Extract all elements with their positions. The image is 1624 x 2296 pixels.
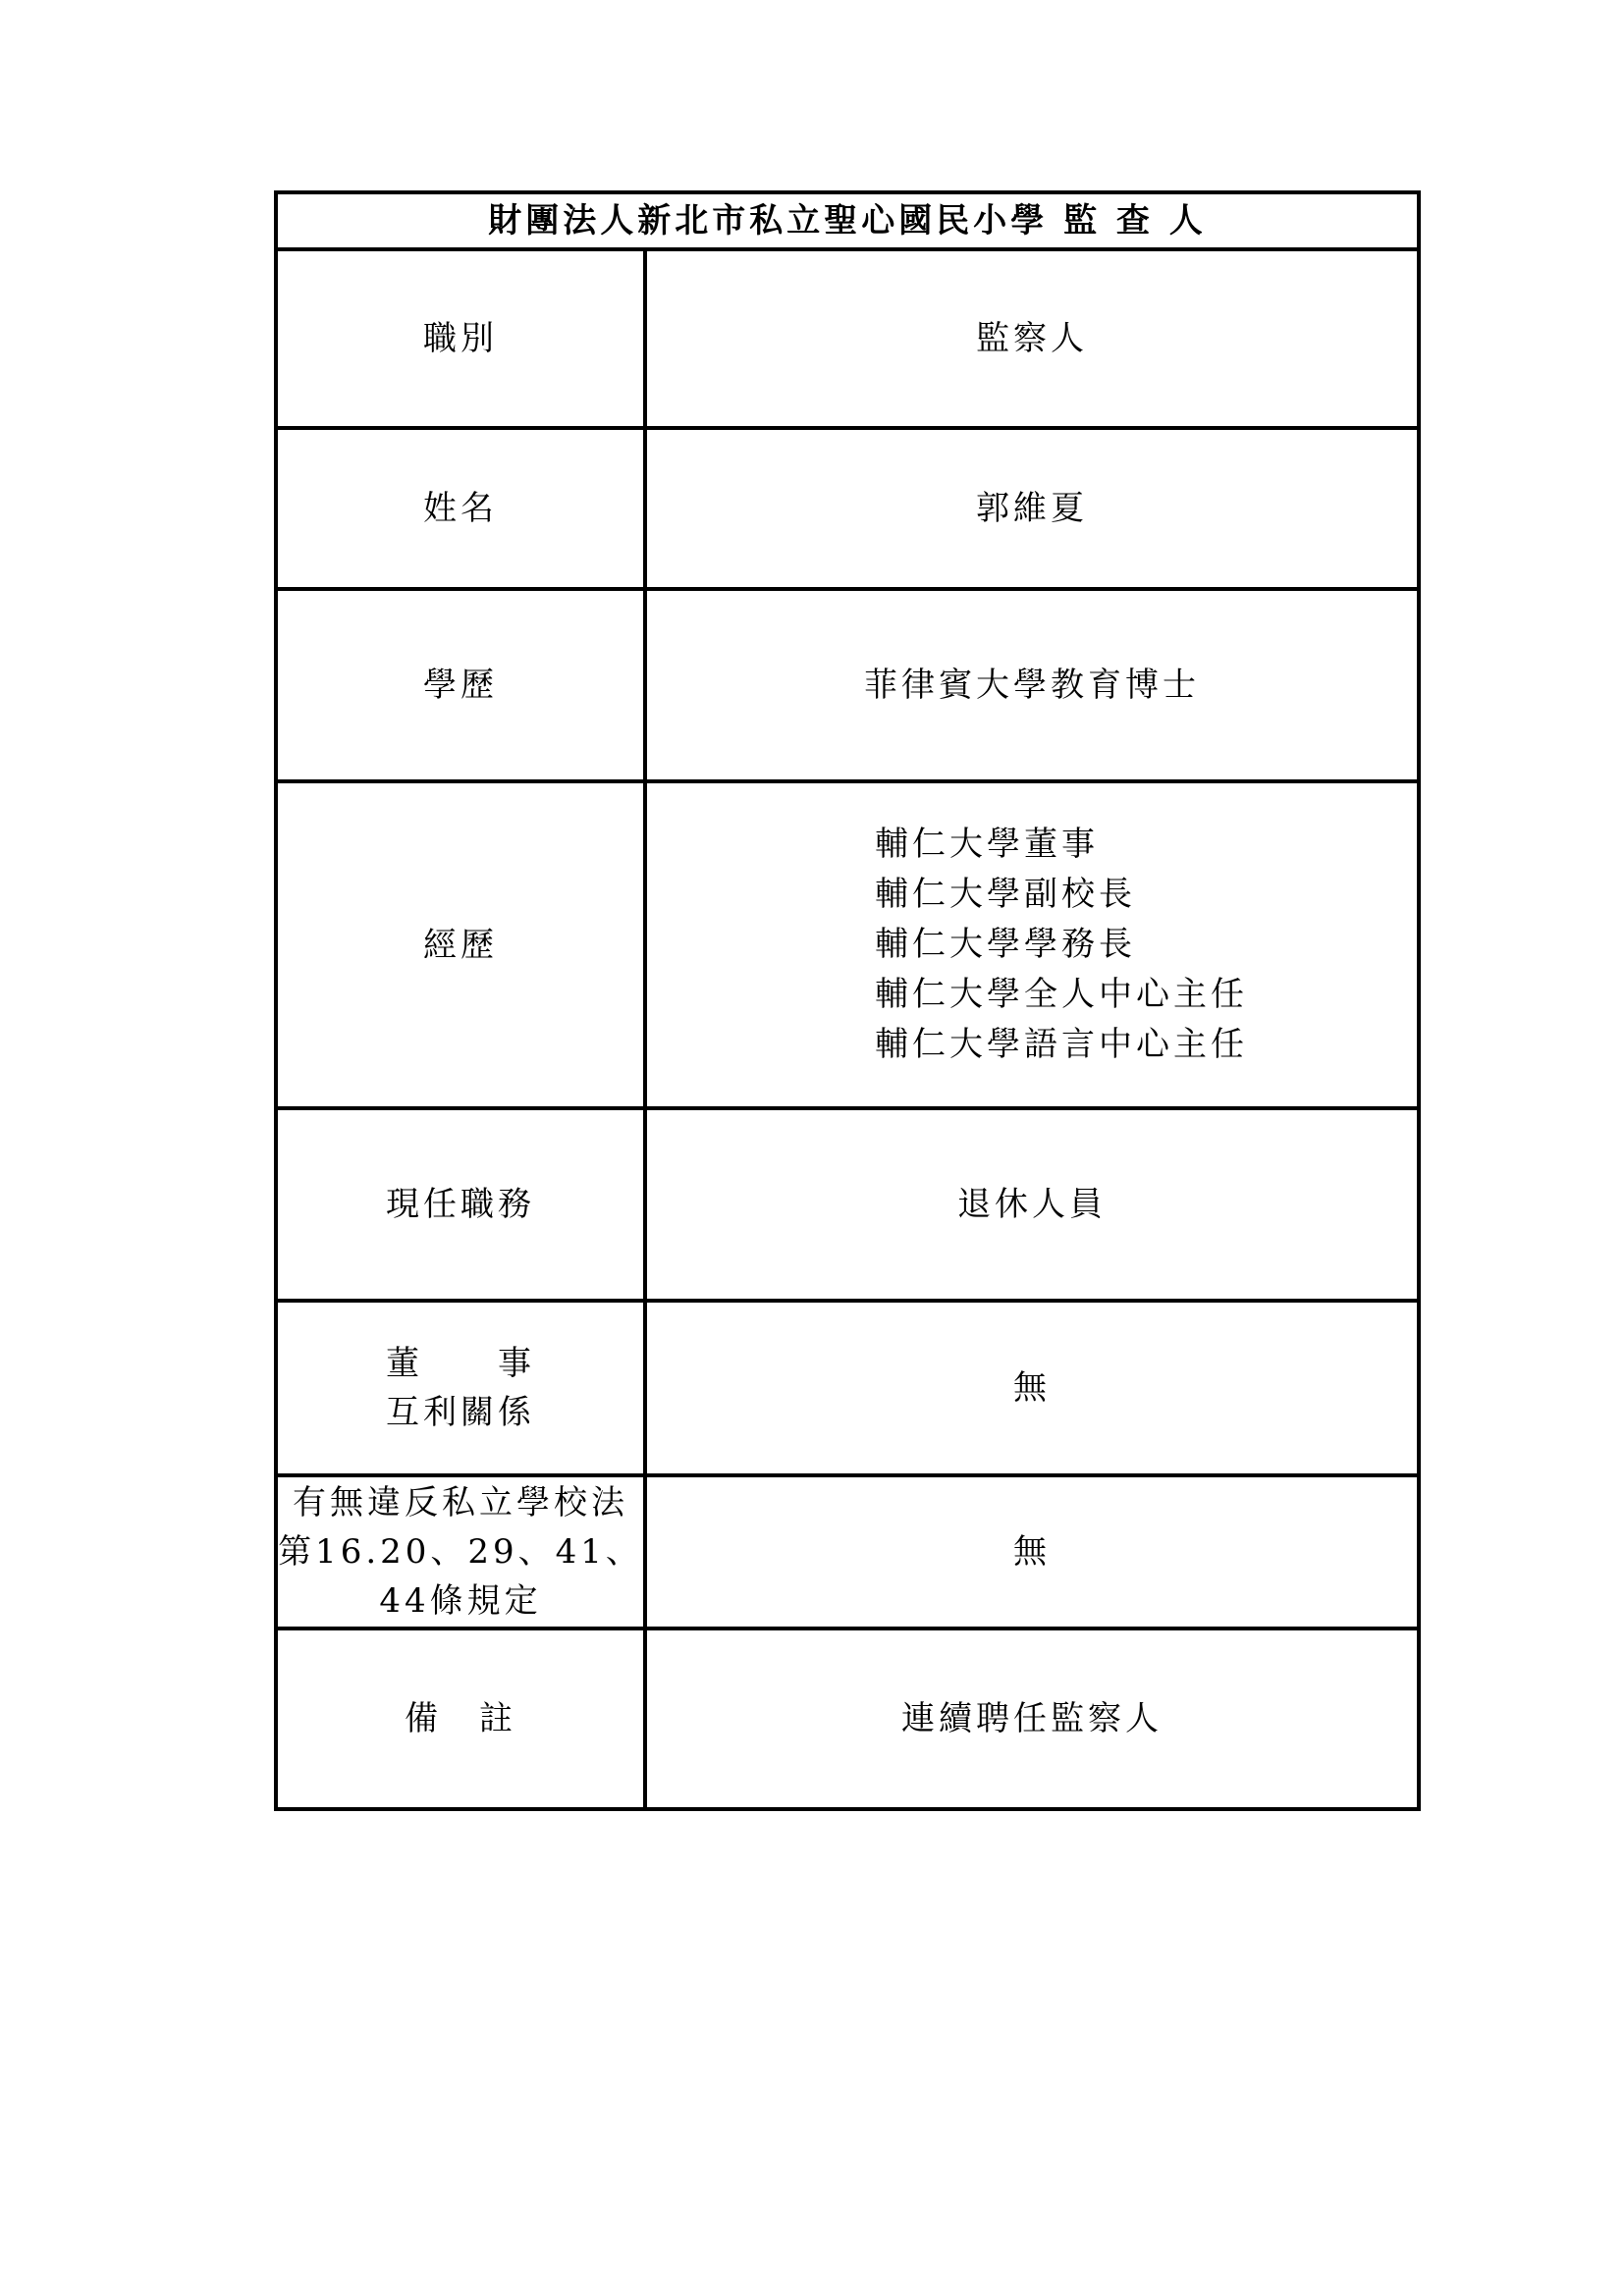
row-value-experience [645, 781, 1419, 1108]
label-line: 有無違反私立學校法 [293, 1483, 628, 1522]
label-line: 董 事 [386, 1344, 535, 1383]
table-row [276, 1629, 1419, 1809]
experience-item: 輔仁大學全人中心主任 [875, 975, 1248, 1014]
table-row [276, 781, 1419, 1108]
row-label-remarks: 備 註 [276, 1629, 645, 1809]
row-label-director-relation [276, 1301, 645, 1475]
row-label-education: 學歷 [276, 589, 645, 781]
table-row [276, 428, 1419, 589]
row-value-name: 郭維夏 [645, 428, 1419, 589]
table-row [276, 1108, 1419, 1301]
supervisor-info-table [274, 190, 1421, 1811]
label-line: 44條規定 [379, 1581, 542, 1621]
label-line: 第16.20、29、41、 [278, 1532, 643, 1572]
row-value-remarks: 連續聘任監察人 [645, 1629, 1419, 1809]
experience-item: 輔仁大學董事 [875, 825, 1099, 864]
experience-item: 輔仁大學語言中心主任 [875, 1025, 1248, 1064]
row-value-education: 菲律賓大學教育博士 [645, 589, 1419, 781]
row-label-name: 姓名 [276, 428, 645, 589]
row-value-position: 監察人 [645, 249, 1419, 428]
row-label-current-duty: 現任職務 [276, 1108, 645, 1301]
table-row [276, 589, 1419, 781]
row-label-experience: 經歷 [276, 781, 645, 1108]
experience-item: 輔仁大學副校長 [875, 875, 1136, 914]
table-title: 財團法人新北市私立聖心國民小學 監 查 人 [276, 192, 1419, 249]
row-value-director-relation: 無 [645, 1301, 1419, 1475]
row-label-position: 職別 [276, 249, 645, 428]
experience-list [875, 820, 1248, 1070]
title-row [276, 192, 1419, 249]
row-value-current-duty: 退休人員 [645, 1108, 1419, 1301]
label-line: 互利關係 [386, 1393, 535, 1432]
experience-item: 輔仁大學學務長 [875, 925, 1136, 964]
table-row [276, 249, 1419, 428]
row-value-law-violation: 無 [645, 1475, 1419, 1629]
table-row [276, 1301, 1419, 1475]
table-row [276, 1475, 1419, 1629]
row-label-law-violation [276, 1475, 645, 1629]
